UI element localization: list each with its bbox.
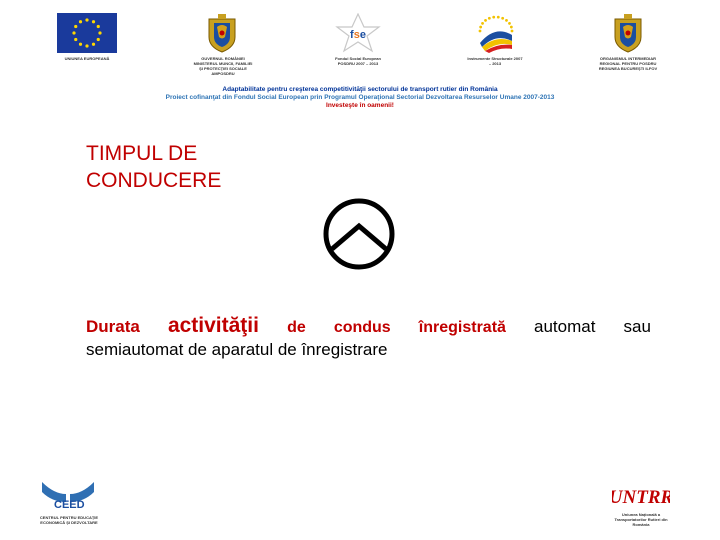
untrr-logo-icon <box>612 482 670 510</box>
instrumente-structurale-logo-icon <box>472 13 518 53</box>
ceed-caption: CENTRUL PENTRU EDUCAŢIE ECONOMICĂ ŞI DEZVOLTARE <box>39 515 99 525</box>
text-word: Durata <box>86 317 140 336</box>
logo-caption: ORGANISMUL INTERMEDIAR REGIONAL PENTRU POSDRU REGIUNEA BUCUREŞTI ILFOV <box>598 56 658 71</box>
untrr-logo-text: UNTRR <box>612 487 670 508</box>
definition-text <box>86 314 651 360</box>
logo-caption: GUVERNUL ROMÂNIEI MINISTERUL MUNCII, FAMILIEI ŞI PROTECŢIEI SOCIALE AMPOSDRU <box>193 56 253 76</box>
ceed-logo-text: CEED <box>54 499 85 511</box>
eu-flag-icon <box>57 13 117 53</box>
romania-coat-of-arms-icon <box>612 13 644 53</box>
romania-coat-of-arms-icon <box>206 13 238 53</box>
slide-title-line2: CONDUCERE <box>86 169 222 192</box>
text-word: activităţii <box>167 314 259 337</box>
slogan: Investeşte în oamenii! <box>326 102 394 109</box>
logo-caption: UNIUNEA EUROPEANĂ <box>64 56 110 61</box>
text-line: semiautomat de aparatul de înregistrare <box>86 340 388 359</box>
untrr-caption: Uniunea Naţională a Transportatorilor Rutieri din România <box>614 512 668 527</box>
svg-text:fse: fse <box>350 29 366 41</box>
logo-caption: Fondul Social European POSDRU 2007 – 2013 <box>335 56 381 66</box>
text-word: de <box>287 319 306 336</box>
project-subtitle: Proiect cofinanţat din Fondul Social European prin Programul Operaţional Sectorial Dezvoltarea Resurselor Umane 2007-2013 <box>165 94 555 101</box>
text-word: condus <box>333 319 391 336</box>
text-word: înregistrată <box>418 319 506 336</box>
slide-title <box>86 140 221 194</box>
fse-star-logo-icon <box>333 13 383 53</box>
logo-caption: Instrumente Structurale 2007 – 2013 <box>467 56 523 66</box>
slide-title-line1: TIMPUL DE <box>86 142 198 165</box>
text-word: automat <box>534 317 596 336</box>
text-word: sau <box>623 317 651 336</box>
tachograph-driving-time-icon <box>322 197 396 271</box>
project-title: Adaptabilitate pentru creşterea competitivităţii sectorului de transport rutier din România <box>222 86 498 93</box>
